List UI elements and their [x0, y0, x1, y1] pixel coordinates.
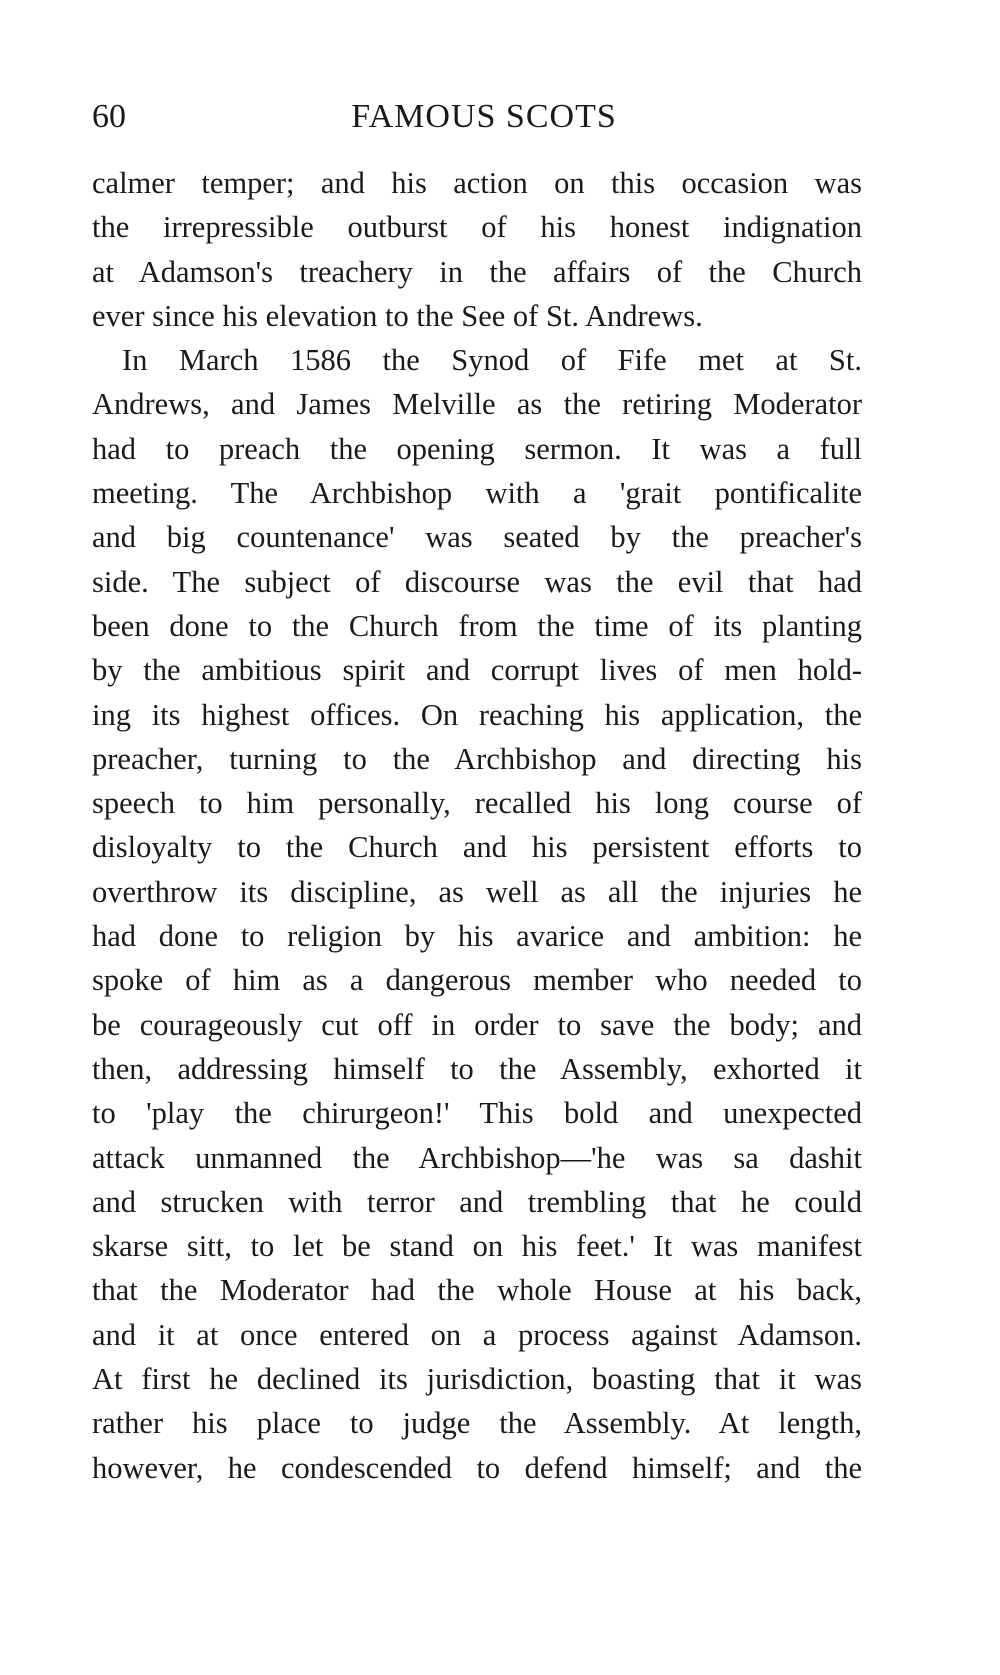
text-line: by the ambitious spirit and corrupt lives of men hold- [92, 653, 862, 688]
text-line: attack unmanned the Archbishop—'he was sa dashit [92, 1140, 862, 1175]
running-head [92, 92, 862, 142]
text-line: the irrepressible outburst of his honest indignation [92, 210, 862, 245]
text-line: ing its highest offices. On reaching his application, the [92, 697, 862, 732]
text-line: and it at once entered on a process against Adamson. [92, 1317, 862, 1352]
page-number: 60 [92, 98, 126, 135]
body-text [92, 161, 862, 1490]
text-line: that the Moderator had the whole House at his back, [92, 1273, 862, 1308]
text-line: overthrow its discipline, as well as all the injuries he [92, 874, 862, 909]
text-line: speech to him personally, recalled his long course of [92, 786, 862, 821]
text-line: skarse sitt, to let be stand on his feet.' It was manifest [92, 1229, 862, 1264]
text-line: at Adamson's treachery in the affairs of the Church [92, 254, 862, 289]
text-line: however, he condescended to defend himself; and the [92, 1450, 862, 1485]
text-line: ever since his elevation to the See of St. Andrews. [92, 298, 703, 333]
text-line: spoke of him as a dangerous member who needed to [92, 963, 862, 998]
text-line: and big countenance' was seated by the preacher's [92, 520, 862, 555]
text-line: rather his place to judge the Assembly. At length, [92, 1406, 862, 1441]
text-line: then, addressing himself to the Assembly, exhorted it [92, 1051, 862, 1086]
text-line: At first he declined its jurisdiction, boasting that it was [92, 1362, 862, 1397]
running-title: FAMOUS SCOTS [351, 98, 617, 135]
text-line: side. The subject of discourse was the evil that had [92, 564, 862, 599]
text-line: meeting. The Archbishop with a 'grait pontificalite [92, 476, 862, 511]
text-line: Andrews, and James Melville as the retiring Moderator [92, 387, 862, 422]
text-line: had done to religion by his avarice and ambition: he [92, 919, 862, 954]
text-line: been done to the Church from the time of its planting [92, 608, 862, 643]
text-line: be courageously cut off in order to save the body; and [92, 1007, 862, 1042]
text-line: In March 1586 the Synod of Fife met at St. [122, 343, 862, 378]
text-line: and strucken with terror and trembling that he could [92, 1184, 862, 1219]
text-line: disloyalty to the Church and his persistent efforts to [92, 830, 862, 865]
text-line: calmer temper; and his action on this occasion was [92, 166, 862, 200]
text-line: to 'play the chirurgeon!' This bold and unexpected [92, 1096, 862, 1131]
text-line: preacher, turning to the Archbishop and directing his [92, 741, 862, 776]
text-line: had to preach the opening sermon. It was a full [92, 431, 862, 466]
